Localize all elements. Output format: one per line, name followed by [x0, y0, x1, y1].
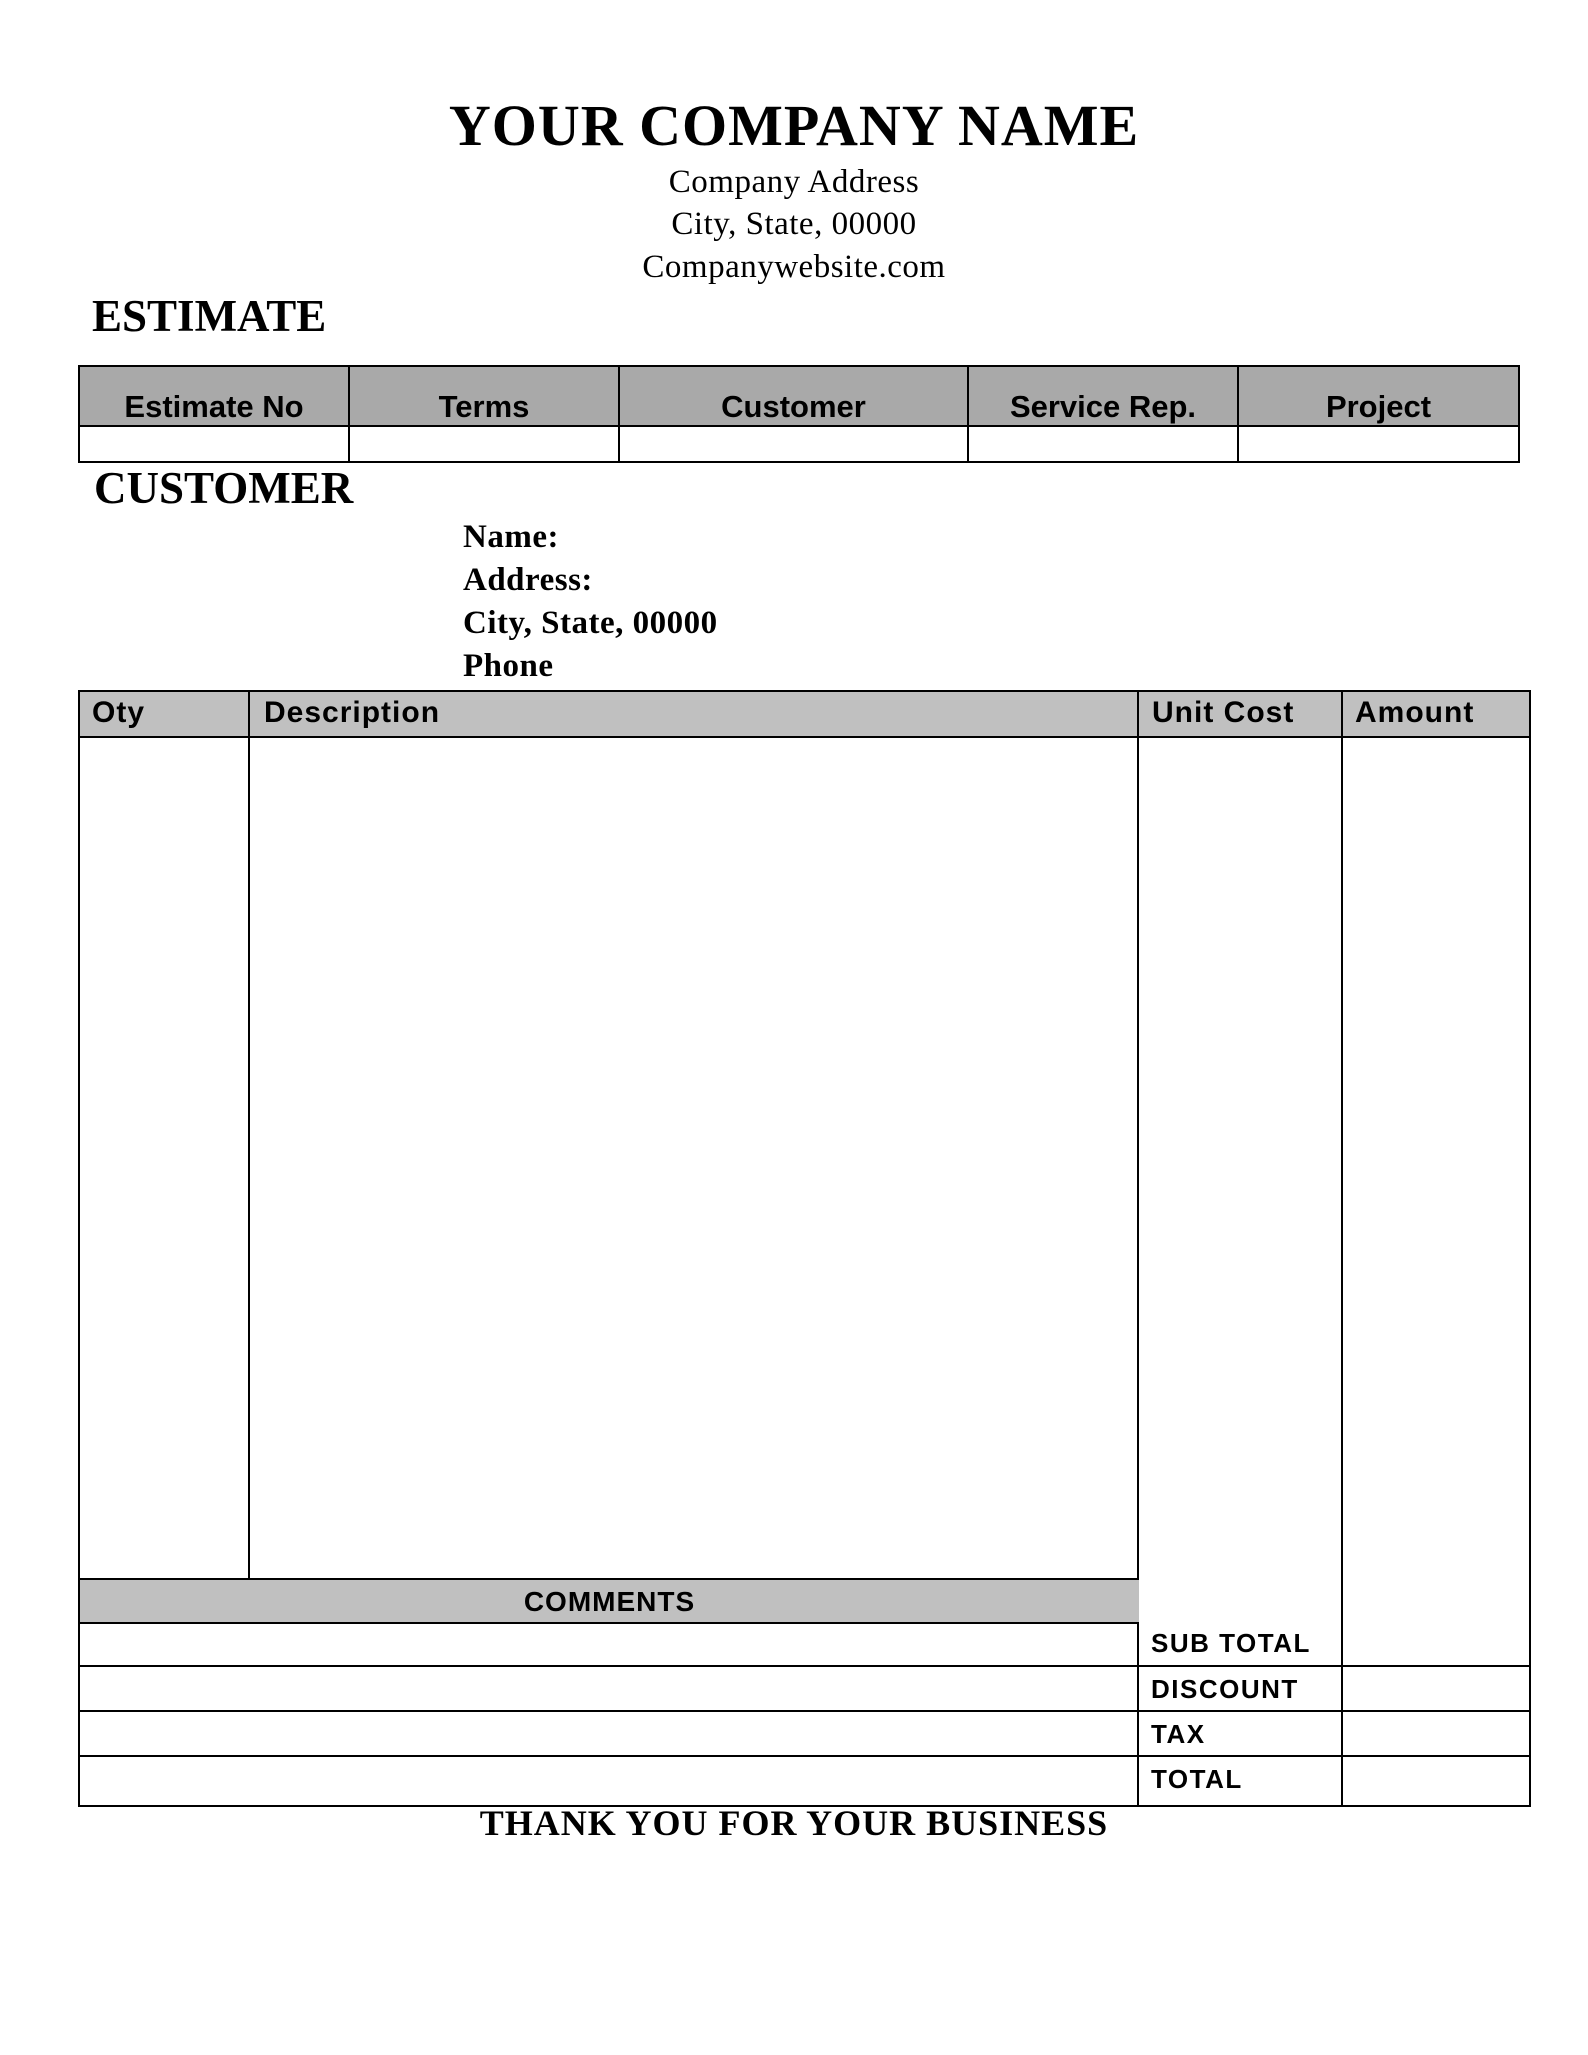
- estimate-no-field[interactable]: [79, 426, 349, 462]
- tax-value[interactable]: [1343, 1712, 1529, 1755]
- customer-header: Customer: [619, 366, 968, 426]
- thank-you-message: THANK YOU FOR YOUR BUSINESS: [479, 1803, 1109, 1843]
- customer-heading: CUSTOMER: [94, 463, 354, 513]
- total-value[interactable]: [1343, 1757, 1529, 1805]
- tax-label: TAX: [1151, 1719, 1206, 1749]
- service-rep-field[interactable]: [968, 426, 1238, 462]
- customer-address-label: Address:: [463, 562, 593, 598]
- amount-entry-area[interactable]: [1343, 738, 1529, 1666]
- comment-row-1[interactable]: [80, 1624, 1137, 1665]
- project-field[interactable]: [1238, 426, 1519, 462]
- estimate-heading: ESTIMATE: [92, 291, 327, 341]
- company-website: Companywebsite.com: [642, 249, 946, 285]
- subtotal-label: SUB TOTAL: [1151, 1628, 1311, 1658]
- description-column-header: Description: [264, 696, 441, 729]
- terms-field[interactable]: [349, 426, 619, 462]
- amount-column-header: Amount: [1355, 696, 1475, 729]
- comment-row-2[interactable]: [80, 1667, 1137, 1710]
- total-label: TOTAL: [1151, 1764, 1243, 1794]
- discount-label: DISCOUNT: [1151, 1674, 1299, 1704]
- customer-name-label: Name:: [463, 519, 559, 555]
- comment-row-3[interactable]: [80, 1712, 1137, 1755]
- estimate-no-header: Estimate No: [79, 366, 349, 426]
- qty-column-header: Oty: [92, 696, 146, 729]
- customer-city-state-label: City, State, 00000: [463, 605, 718, 641]
- company-address: Company Address: [668, 164, 920, 200]
- project-header: Project: [1238, 366, 1519, 426]
- comments-header: COMMENTS: [80, 1578, 1139, 1624]
- qty-entry-area[interactable]: [80, 738, 248, 1578]
- line-items-table: [78, 690, 1531, 1807]
- comment-row-4[interactable]: [80, 1757, 1137, 1805]
- unit-cost-entry-area[interactable]: [1139, 738, 1341, 1666]
- customer-phone-label: Phone: [463, 648, 554, 684]
- company-city-state: City, State, 00000: [671, 206, 917, 242]
- unit-cost-column-header: Unit Cost: [1152, 696, 1295, 729]
- estimate-info-table: [78, 365, 1520, 463]
- subtotal-value[interactable]: [1343, 1624, 1529, 1665]
- description-entry-area[interactable]: [250, 738, 1137, 1578]
- discount-value[interactable]: [1343, 1667, 1529, 1710]
- customer-field[interactable]: [619, 426, 968, 462]
- terms-header: Terms: [349, 366, 619, 426]
- company-name: YOUR COMPANY NAME: [448, 93, 1140, 158]
- service-rep-header: Service Rep.: [968, 366, 1238, 426]
